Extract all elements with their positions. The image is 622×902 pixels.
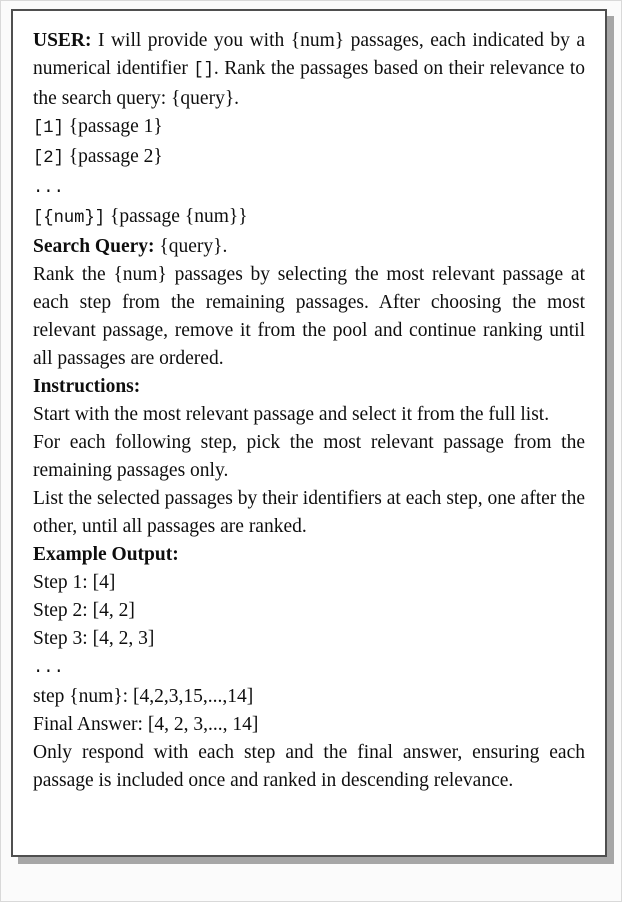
prompt-line <box>33 569 585 597</box>
mono-token-text: [{num}] <box>33 209 106 228</box>
prompt-template-box <box>11 9 607 857</box>
prompt-line <box>33 625 585 653</box>
prompt-line <box>33 373 585 401</box>
prompt-line <box>33 597 585 625</box>
prompt-paragraph <box>33 27 585 113</box>
body-text: Rank the {num} passages by selecting the most relevant passage at each step from the remaining passages. After choosing the most relevant passage, remove it from the pool and continue ranking until all passages are ordered. <box>33 264 585 369</box>
body-text: {passage {num}} <box>105 206 248 227</box>
body-text: {query}. <box>159 236 228 257</box>
prompt-line <box>33 203 585 233</box>
body-text: For each following step, pick the most relevant passage from the remaining passages only. <box>33 432 585 481</box>
mono-token-text: [1] <box>33 119 64 138</box>
prompt-paragraph <box>33 261 585 373</box>
body-text: Step 1: [4] <box>33 572 116 593</box>
prompt-line <box>33 653 585 683</box>
prompt-line <box>33 113 585 143</box>
bold-label-text: Example Output: <box>33 544 179 565</box>
body-text: Final Answer: [4, 2, 3,..., 14] <box>33 714 259 735</box>
prompt-line <box>33 683 585 711</box>
prompt-paragraph <box>33 739 585 795</box>
bold-label-text: USER: <box>33 30 98 51</box>
prompt-line <box>33 711 585 739</box>
bold-label-text: Search Query: <box>33 236 160 257</box>
bold-label-text: Instructions: <box>33 376 141 397</box>
prompt-paragraph <box>33 401 585 429</box>
body-text: . Rank the passages based on their relevance to the search query: {query}. <box>33 58 585 109</box>
prompt-paragraph <box>33 485 585 541</box>
body-text: {passage 1} <box>63 116 163 137</box>
mono-token-text: ... <box>33 659 64 678</box>
body-text: step {num}: [4,2,3,15,...,14] <box>33 686 254 707</box>
prompt-line <box>33 143 585 173</box>
body-text: Step 2: [4, 2] <box>33 600 135 621</box>
mono-token-text: ... <box>33 179 64 198</box>
body-text: Start with the most relevant passage and select it from the full list. <box>33 404 550 425</box>
mono-token-text: [2] <box>33 149 64 168</box>
body-text: Only respond with each step and the final answer, ensuring each passage is included once and ranked in descending relevance. <box>33 742 585 791</box>
prompt-line <box>33 541 585 569</box>
body-text: List the selected passages by their identifiers at each step, one after the other, until all passages are ranked. <box>33 488 585 537</box>
prompt-paragraph <box>33 429 585 485</box>
prompt-line <box>33 233 585 261</box>
body-text: Step 3: [4, 2, 3] <box>33 628 155 649</box>
mono-token-text: [] <box>193 61 214 80</box>
body-text: I will provide you with {num} passages, each indicated by a numerical identifier <box>33 30 585 79</box>
body-text: {passage 2} <box>63 146 163 167</box>
prompt-line <box>33 173 585 203</box>
